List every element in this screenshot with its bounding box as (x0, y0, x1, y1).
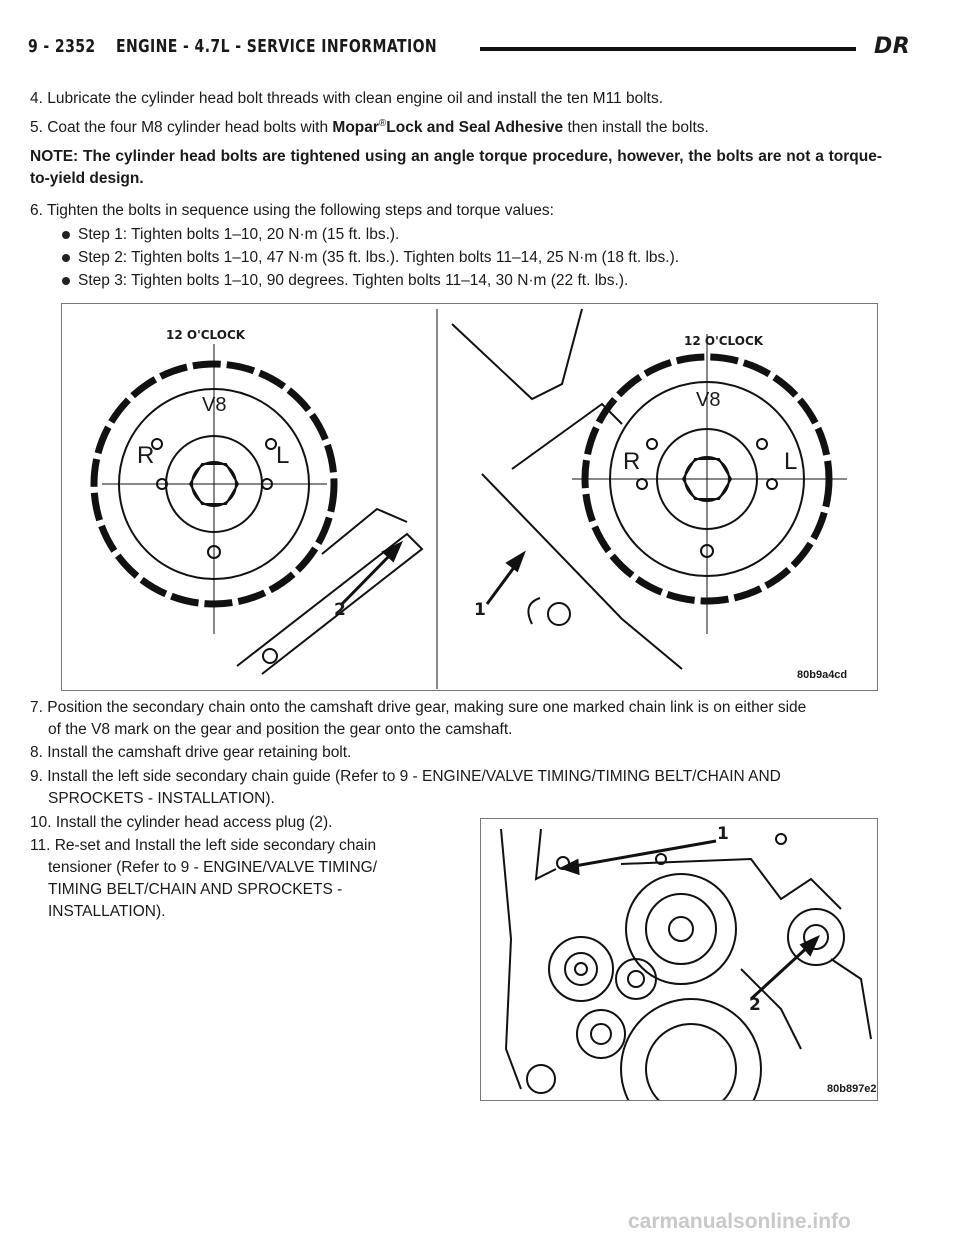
note: NOTE: The cylinder head bolts are tightened using an angle torque procedure, however, the bolts are not a torque-to-yield design. (30, 148, 882, 187)
gear-letter-l-right: L (784, 448, 798, 475)
figure-engine-front (480, 818, 878, 1101)
figure-id: 80b897e2 (827, 1083, 877, 1095)
page-number: 9 - 2352 (28, 36, 96, 57)
step-7: 7. Position the secondary chain onto the camshaft drive gear, making sure one marked chain link is on either side of the V8 mark on the gear and position the gear onto the camshaft. (30, 699, 807, 738)
step-9: 9. Install the left side secondary chain guide (Refer to 9 - ENGINE/VALVE TIMING/TIMING BELT/CHAIN AND SPROCKETS - INSTALLATION). (30, 768, 781, 807)
bullet-step-1: Step 1: Tighten bolts 1–10, 20 N·m (15 ft. lbs.). (62, 224, 399, 246)
timing-chain-diagram (62, 304, 877, 690)
gear-letter-r-right: R (623, 448, 641, 475)
step-11: 11. Re-set and Install the left side secondary chain tensioner (Refer to 9 - ENGINE/VALVE TIMING/ TIMING BELT/CHAIN AND SPROCKETS - INSTALLATION). (30, 837, 378, 920)
watermark: carmanualsonline.info (628, 1210, 851, 1233)
gear-letter-l-left: L (276, 442, 290, 469)
bullet-icon (62, 231, 70, 239)
engine-front-diagram (481, 819, 877, 1100)
header-rule (480, 47, 856, 51)
step-10: 10. Install the cylinder head access plug (2). (30, 814, 333, 831)
product-name: Lock and Seal Adhesive (386, 119, 564, 137)
model-badge: DR (874, 34, 911, 59)
brand-name: Mopar (332, 119, 379, 137)
label-12-oclock-left: 12 O'CLOCK (166, 328, 246, 342)
bullet-step-2: Step 2: Tighten bolts 1–10, 47 N·m (35 ft. lbs.). Tighten bolts 11–14, 25 N·m (18 ft. lbs.). (62, 247, 679, 269)
step-5 (30, 113, 880, 139)
label-12-oclock-right: 12 O'CLOCK (684, 334, 764, 348)
gear-mark-right: V8 (696, 389, 721, 411)
callout-1: 1 (474, 600, 486, 620)
bullet-icon (62, 254, 70, 262)
callout-2: 2 (749, 995, 761, 1015)
page-header (28, 36, 930, 66)
callout-1: 1 (717, 824, 729, 844)
step-8: 8. Install the camshaft drive gear retaining bolt. (30, 744, 352, 761)
callout-2: 2 (334, 600, 346, 620)
figure-id: 80b9a4cd (797, 669, 848, 681)
gear-letter-r-left: R (137, 442, 155, 469)
step-4: 4. Lubricate the cylinder head bolt threads with clean engine oil and install the ten M11 bolts. (30, 90, 664, 107)
figure-timing-chain-gears (61, 303, 878, 691)
bullet-step-3: Step 3: Tighten bolts 1–10, 90 degrees. Tighten bolts 11–14, 30 N·m (22 ft. lbs.). (62, 270, 628, 292)
page-title: ENGINE - 4.7L - SERVICE INFORMATION (116, 36, 438, 57)
step-5-text: 5. Coat the four M8 cylinder head bolts with (30, 119, 333, 137)
gear-mark-left: V8 (202, 394, 227, 416)
step-6: 6. Tighten the bolts in sequence using the following steps and torque values: (30, 202, 554, 219)
step-5-end: then install the bolts. (563, 119, 709, 137)
registered-mark: ® (378, 118, 387, 129)
bullet-icon (62, 277, 70, 285)
